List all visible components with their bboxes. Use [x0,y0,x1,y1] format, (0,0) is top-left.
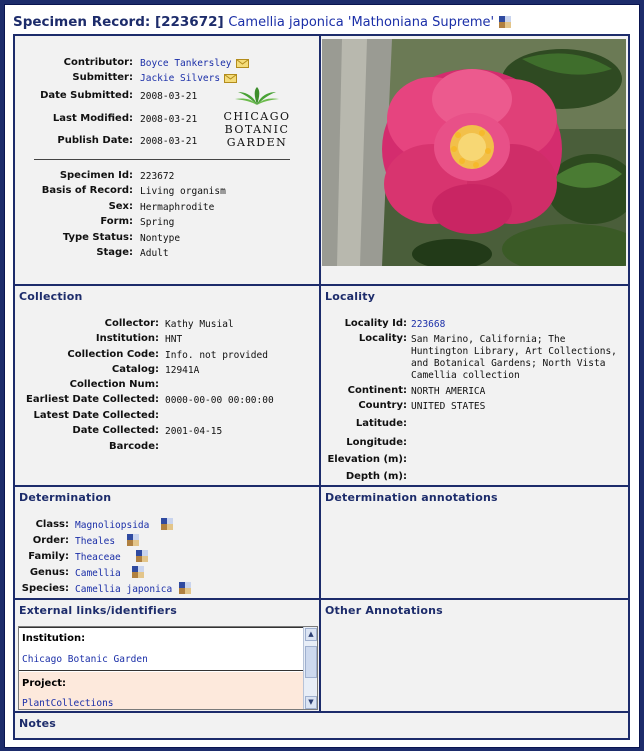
form-value: Spring [140,217,175,228]
collector-label: Collector: [104,318,159,329]
order-label: Order: [32,535,69,546]
scientific-name-link[interactable]: Camellia japonica 'Mathoniana Supreme' [228,15,495,30]
barcode-label: Barcode: [108,441,159,452]
determination-panel [15,487,321,600]
other-annotations-title: Other Annotations [325,604,443,617]
logo-line-2: BOTANIC [224,123,290,136]
determination-title: Determination [19,491,112,504]
determination-annotations-panel [321,487,628,600]
locality-panel [321,286,628,487]
collection-code-value: Info. not provided [165,350,268,361]
map-icon[interactable] [127,534,139,546]
external-links-scrollbar[interactable] [303,627,317,710]
leaf-icon [232,86,282,106]
collection-panel [15,286,321,487]
chicago-botanic-garden-logo [215,86,299,156]
country-label: Country: [358,400,407,411]
species-label: Species: [21,583,69,594]
logo-line-1: CHICAGO [223,110,291,123]
external-project-label: Project: [22,678,67,689]
other-annotations-panel [321,600,628,713]
catalog-label: Catalog: [111,364,159,375]
submitter-link[interactable] [140,73,237,84]
collection-code-label: Collection Code: [67,349,159,360]
publish-date-value: 2008-03-21 [140,136,198,147]
map-icon[interactable] [136,550,148,562]
external-project-row [19,672,303,710]
locality-label: Locality: [358,333,407,344]
submitter-value[interactable]: Jackie Silvers [140,73,221,84]
external-links-title: External links/identifiers [19,604,178,617]
map-icon[interactable] [499,16,511,28]
record-title: Specimen Record: [223672] [13,14,224,30]
basis-of-record-label: Basis of Record: [41,185,133,196]
basis-of-record-value: Living organism [140,186,226,197]
specimen-id-label: Specimen Id: [59,170,133,181]
genus-label: Genus: [29,567,69,578]
locality-value: San Marino, California; The Huntington Library, Art Collections, and Botanical Gardens; North Vista Camellia collection [411,334,617,381]
collector-value: Kathy Musial [165,319,234,330]
collection-num-label: Collection Num: [69,379,159,390]
locality-id-link[interactable]: 223668 [411,319,446,330]
specimen-record [13,34,630,740]
scroll-up-button[interactable]: ▲ [305,628,317,641]
scroll-thumb[interactable] [305,646,317,678]
last-modified-value: 2008-03-21 [140,114,198,125]
map-icon[interactable] [161,518,173,530]
family-link[interactable]: Theaceae [75,552,121,563]
external-institution-link[interactable]: Chicago Botanic Garden [22,654,148,665]
email-icon[interactable] [224,74,237,83]
date-collected-label: Date Collected: [72,425,159,436]
contributor-link[interactable] [140,58,249,69]
collection-title: Collection [19,290,83,303]
determination-annotations-title: Determination annotations [325,491,498,504]
metadata-divider [34,159,290,160]
type-status-value: Nontype [140,233,181,244]
last-modified-label: Last Modified: [52,113,133,124]
continent-label: Continent: [347,385,407,396]
date-collected-value: 2001-04-15 [165,426,223,437]
date-submitted-label: Date Submitted: [40,90,133,101]
contributor-value[interactable]: Boyce Tankersley [140,58,232,69]
stage-value: Adult [140,248,169,259]
class-link[interactable]: Magnoliopsida [75,520,150,531]
elevation-label: Elevation (m): [327,454,407,465]
camellia-flower-photo[interactable] [322,39,626,266]
latitude-label: Latitude: [355,418,407,429]
specimen-photo-panel [321,36,628,286]
publish-date-label: Publish Date: [57,135,133,146]
email-icon[interactable] [236,59,249,68]
external-institution-label: Institution: [22,633,86,644]
external-links-list[interactable] [18,626,318,710]
institution-value: HNT [165,334,183,345]
type-status-label: Type Status: [62,232,133,243]
external-institution-row [19,627,303,671]
external-project-link[interactable]: PlantCollections [22,698,114,709]
record-metadata-panel [15,36,321,286]
order-link[interactable]: Theales [75,536,116,547]
specimen-id-value: 223672 [140,171,175,182]
longitude-label: Longitude: [346,437,407,448]
scroll-down-button[interactable]: ▼ [305,696,317,709]
sex-value: Hermaphrodite [140,202,215,213]
continent-value: NORTH AMERICA [411,386,486,397]
submitter-label: Submitter: [72,72,133,83]
institution-label: Institution: [95,333,159,344]
notes-title: Notes [19,717,57,730]
map-icon[interactable] [179,582,191,594]
locality-title: Locality [325,290,376,303]
class-label: Class: [35,519,69,530]
contributor-label: Contributor: [63,57,133,68]
depth-label: Depth (m): [345,471,407,482]
family-label: Family: [28,551,69,562]
locality-id-label: Locality Id: [344,318,407,329]
species-link[interactable]: Camellia japonica [75,584,173,595]
date-submitted-value: 2008-03-21 [140,91,198,102]
earliest-date-label: Earliest Date Collected: [26,394,159,405]
form-label: Form: [100,216,133,227]
notes-panel [15,713,628,738]
genus-link[interactable]: Camellia [75,568,121,579]
catalog-value: 12941A [165,365,200,376]
sex-label: Sex: [108,201,133,212]
country-value: UNITED STATES [411,401,486,412]
latest-date-label: Latest Date Collected: [33,410,159,421]
page-title [13,14,511,34]
earliest-date-value: 0000-00-00 00:00:00 [165,395,274,406]
map-icon[interactable] [132,566,144,578]
logo-line-3: GARDEN [226,136,288,149]
stage-label: Stage: [96,247,133,258]
